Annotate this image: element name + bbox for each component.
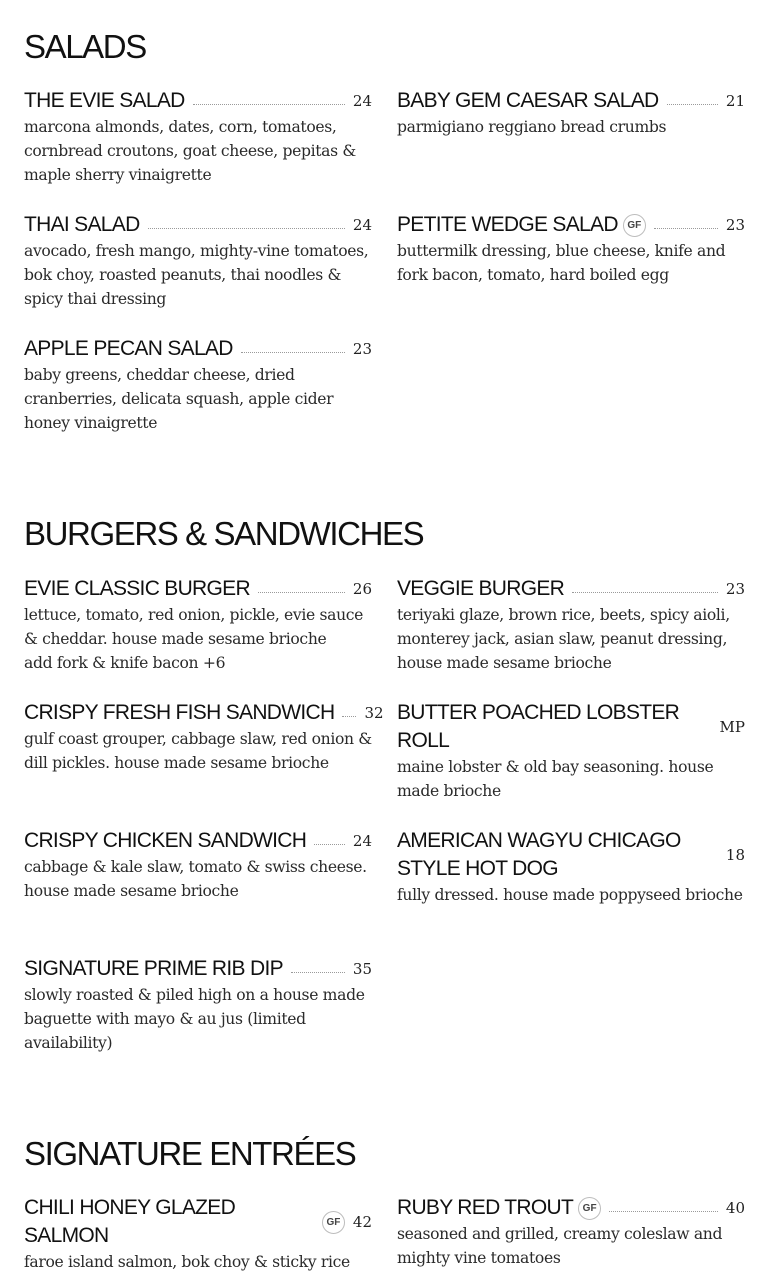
menu-item-butter-poached-lobster-roll [397,699,745,803]
dot-leader [654,228,718,229]
gluten-free-badge: GF [322,1211,345,1234]
item-price: 18 [725,846,745,864]
item-description: lettuce, tomato, red onion, pickle, evie sauce & cheddar. house made sesame brioche [24,606,364,648]
dot-leader [193,104,345,105]
item-price: 23 [725,216,745,234]
dot-leader [258,592,345,593]
item-description: buttermilk dressing, blue cheese, knife and fork bacon, tomato, hard boiled egg [397,242,726,284]
item-price: MP [719,718,745,736]
item-name: CRISPY CHICKEN SANDWICH [24,829,307,852]
item-price: 35 [352,960,372,978]
menu-item-the-evie-salad [24,87,372,187]
menu-item-baby-gem-caesar-salad [397,87,745,139]
dot-leader [291,972,345,973]
item-name: BABY GEM CAESAR SALAD [397,89,659,112]
item-price: 26 [352,580,372,598]
dot-leader [667,104,718,105]
item-description: cabbage & kale slaw, tomato & swiss cheese. house made sesame brioche [24,858,367,900]
item-name: RUBY RED TROUT [397,1196,574,1219]
item-description: maine lobster & old bay seasoning. house made brioche [397,758,714,800]
item-description: baby greens, cheddar cheese, dried cranberries, delicata squash, apple cider honey vinaigrette [24,366,334,432]
item-name: SIGNATURE PRIME RIB DIP [24,957,283,980]
item-price: 23 [352,340,372,358]
item-description: seasoned and grilled, creamy coleslaw and mighty vine tomatoes [397,1225,723,1267]
menu-item-crispy-fresh-fish-sandwich [24,699,384,775]
item-description: slowly roasted & piled high on a house made baguette with mayo & au jus (limited availability) [24,986,365,1052]
menu-item-signature-prime-rib-dip [24,955,372,1055]
item-name: VEGGIE BURGER [397,577,565,600]
item-description: faroe island salmon, bok choy & sticky rice [24,1253,350,1271]
item-price: 23 [725,580,745,598]
dot-leader [241,352,345,353]
dot-leader [572,592,718,593]
item-price: 40 [725,1199,745,1217]
item-price: 24 [352,92,372,110]
item-description: avocado, fresh mango, mighty-vine tomatoes, bok choy, roasted peanuts, thai noodles & spicy thai dressing [24,242,369,308]
menu-item-ruby-red-trout [397,1194,745,1270]
item-name: CHILI HONEY GLAZED SALMON [24,1196,236,1247]
item-price: 24 [352,832,372,850]
menu-item-crispy-chicken-sandwich [24,827,372,903]
item-name: CRISPY FRESH FISH SANDWICH [24,701,335,724]
item-description: gulf coast grouper, cabbage slaw, red onion & dill pickles. house made sesame brioche [24,730,372,772]
item-name: AMERICAN WAGYU CHICAGO STYLE HOT DOG [397,829,681,880]
menu-item-chili-honey-glazed-salmon [24,1194,372,1274]
menu-item-apple-pecan-salad [24,335,372,435]
gluten-free-badge: GF [578,1197,601,1220]
menu-item-veggie-burger [397,575,745,675]
section-title-signature-entrees: SIGNATURE ENTRÉES [24,1135,356,1172]
item-price: 21 [725,92,745,110]
menu-item-thai-salad [24,211,372,311]
item-description: fully dressed. house made poppyseed brioche [397,886,743,904]
item-price: 32 [364,704,384,722]
item-name: THE EVIE SALAD [24,89,185,112]
item-description: teriyaki glaze, brown rice, beets, spicy aioli, monterey jack, asian slaw, peanut dressing, house made sesame brioche [397,606,730,672]
menu-item-american-wagyu-chicago-style-hot-dog [397,827,745,907]
menu-item-evie-classic-burger [24,575,372,675]
item-addon: add fork & knife bacon +6 [24,654,226,672]
item-description: marcona almonds, dates, corn, tomatoes, cornbread croutons, goat cheese, pepitas & maple sherry vinaigrette [24,118,356,184]
item-price: 42 [352,1213,372,1231]
item-name: APPLE PECAN SALAD [24,337,233,360]
dot-leader [342,716,356,717]
dot-leader [609,1211,718,1212]
section-title-salads: SALADS [24,28,146,65]
item-name: THAI SALAD [24,213,140,236]
item-price: 24 [352,216,372,234]
item-description: parmigiano reggiano bread crumbs [397,118,667,136]
item-name: BUTTER POACHED LOBSTER ROLL [397,701,680,752]
menu-item-petite-wedge-salad [397,211,745,287]
dot-leader [148,228,345,229]
item-name: PETITE WEDGE SALAD [397,213,618,236]
dot-leader [314,844,345,845]
item-name: EVIE CLASSIC BURGER [24,577,250,600]
gluten-free-badge: GF [623,214,646,237]
section-title-burgers-sandwiches: BURGERS & SANDWICHES [24,515,424,552]
